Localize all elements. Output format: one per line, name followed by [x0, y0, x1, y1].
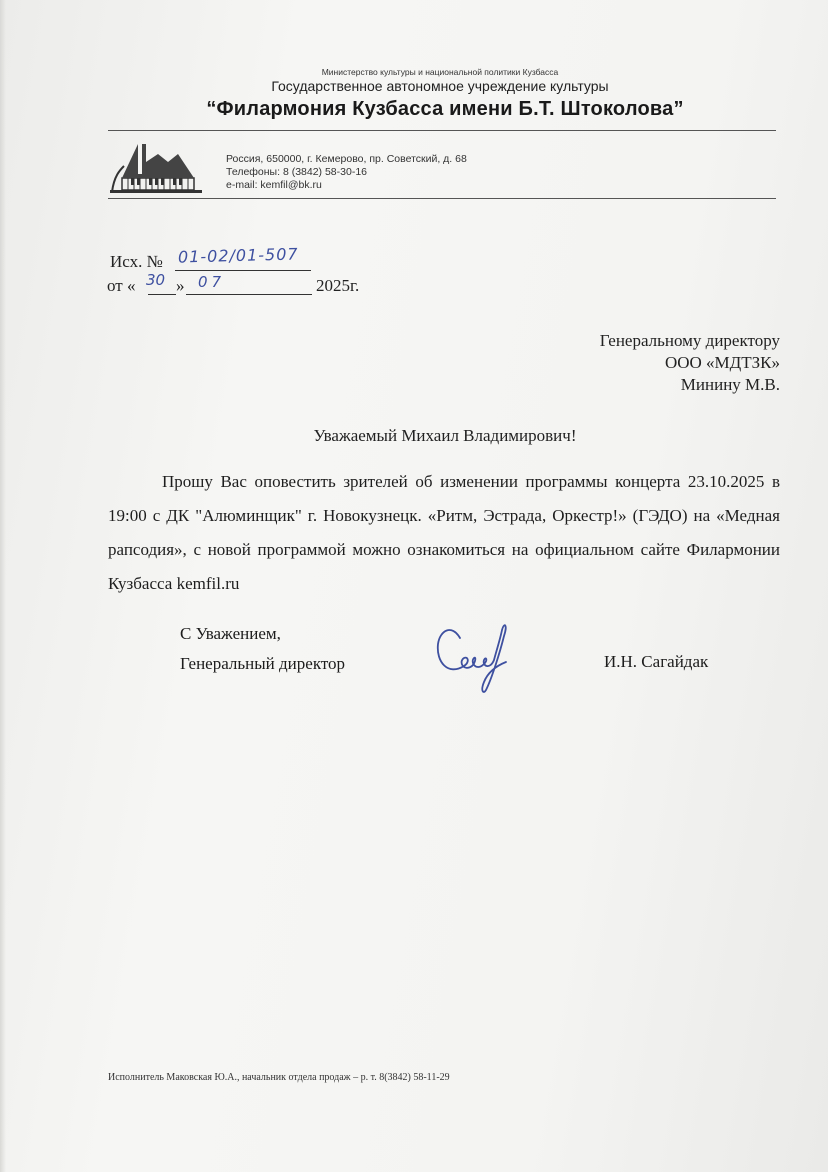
contact-email: e-mail: kemfil@bk.ru — [226, 179, 322, 191]
header-rule-top — [108, 130, 776, 131]
handwritten-signature-icon — [430, 616, 520, 696]
outgoing-number-underline — [175, 270, 311, 271]
date-quote-close: » — [176, 276, 185, 295]
philharmonic-logo-icon — [110, 140, 202, 196]
addressee-position: Генеральному директору — [599, 331, 780, 350]
date-month-underline — [186, 294, 312, 295]
closing-position: Генеральный директор — [180, 654, 346, 673]
institution-type: Государственное автономное учреждение культуры — [271, 78, 609, 94]
organization-name: “Филармония Кузбасса имени Б.Т. Штоколова” — [206, 98, 684, 120]
date-prefix: от « — [107, 276, 136, 295]
ministry-line: Министерство культуры и национальной политики Кузбасса — [321, 67, 559, 77]
greeting: Уважаемый Михаил Владимирович! — [313, 426, 577, 445]
outgoing-number-handwritten: 01-02/01-507 — [177, 244, 299, 267]
date-year: 2025г. — [316, 276, 360, 295]
letter-body: Прошу Вас оповестить зрителей об изменении программы концерта 23.10.2025 в 19:00 с ДК "Алюминщик" г. Новокузнецк. «Ритм, Эстрада, Оркестр!» (ГЭДО) на «Медная рапсодия», с новой программой можно ознакомиться на официальном сайте Филармонии Кузбасса kemfil.ru — [108, 472, 780, 593]
executor-footer: Исполнитель Маковская Ю.А., начальник отдела продаж – р. т. 8(3842) 58-11-29 — [108, 1072, 450, 1083]
date-day-underline — [148, 294, 176, 295]
signer-name: И.Н. Сагайдак — [604, 652, 709, 671]
page-shadow-edge — [0, 0, 6, 1172]
addressee-name: Минину М.В. — [680, 375, 780, 394]
closing-regards: С Уважением, — [180, 624, 281, 643]
date-month-handwritten: 07 — [198, 273, 226, 291]
date-day-handwritten: 30 — [146, 271, 166, 289]
addressee-company: ООО «МДТЗК» — [664, 353, 780, 372]
outgoing-number-label: Исх. № — [110, 252, 163, 271]
contact-address: Россия, 650000, г. Кемерово, пр. Советский, д. 68 — [226, 153, 467, 165]
header-rule-bottom — [108, 198, 776, 199]
contact-phones: Телефоны: 8 (3842) 58-30-16 — [226, 166, 367, 178]
